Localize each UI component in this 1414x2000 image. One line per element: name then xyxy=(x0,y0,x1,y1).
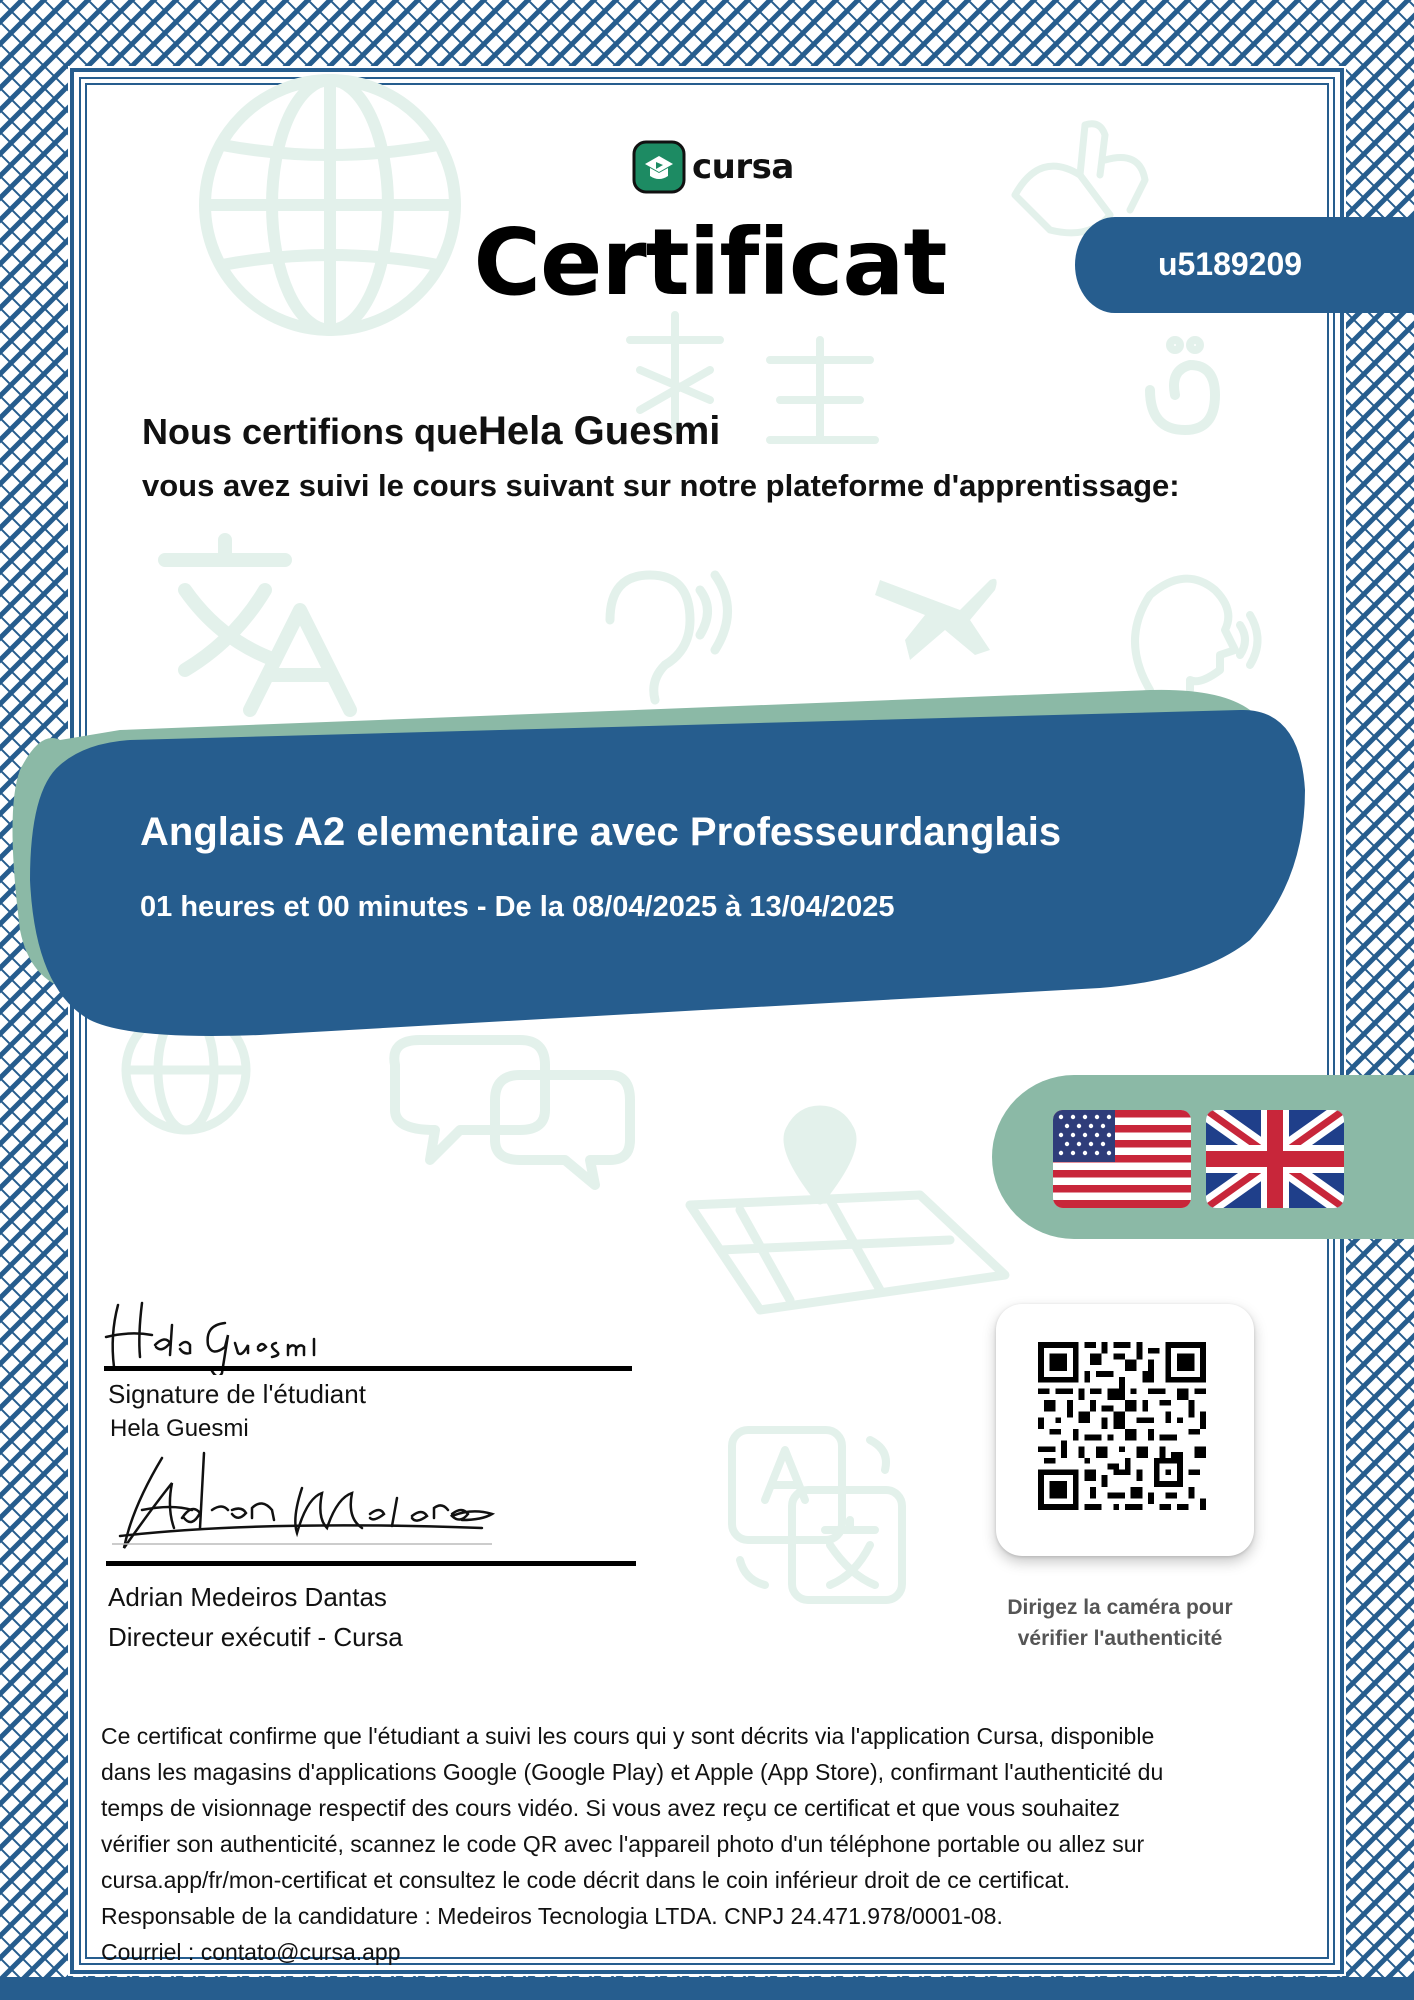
qr-caption-line2: vérifier l'authenticité xyxy=(1017,1627,1223,1650)
director-signature-line xyxy=(106,1561,636,1566)
airplane-icon xyxy=(875,579,997,660)
qr-caption-line1: Dirigez la caméra pour xyxy=(1007,1596,1233,1619)
qr-code-icon xyxy=(1038,1342,1206,1510)
footer-line: cursa.app/fr/mon-certificat et consultez le code décrit dans le coin inférieur droit de ce certificat. xyxy=(101,1867,1071,1893)
course-title: Anglais A2 elementaire avec Professeurdanglais xyxy=(140,810,1062,854)
director-name: Adrian Medeiros Dantas xyxy=(108,1582,387,1612)
graduation-cap-play-icon xyxy=(632,140,686,194)
uk-flag-icon xyxy=(1206,1110,1344,1208)
footer-line: Responsable de la candidature : Medeiros Tecnologia LTDA. CNPJ 24.471.978/0001-08. xyxy=(101,1903,1003,1929)
student-handwritten-signature xyxy=(100,1295,340,1375)
student-signature-name: Hela Guesmi xyxy=(110,1415,249,1442)
director-role: Directeur exécutif - Cursa xyxy=(108,1622,403,1652)
certificate-title: Certificat xyxy=(473,209,947,316)
cursa-logo xyxy=(632,139,794,195)
course-duration-dates: 01 heures et 00 minutes - De la 08/04/2025 à 13/04/2025 xyxy=(140,891,895,923)
certification-intro: Nous certifions que xyxy=(142,411,479,452)
course-band xyxy=(0,680,1414,1060)
student-signature-label: Signature de l'étudiant xyxy=(108,1379,366,1409)
qr-caption xyxy=(980,1592,1260,1654)
footer-line: dans les magasins d'applications Google (Google Play) et Apple (App Store), confirmant l'authenticité du xyxy=(101,1759,1164,1785)
footer-line: vérifier son authenticité, scannez le code QR avec l'appareil photo d'un téléphone portable ou allez sur xyxy=(101,1831,1145,1857)
certification-statement-line2: vous avez suivi le cours suivant sur notre plateforme d'apprentissage: xyxy=(142,468,1180,503)
student-signature-line xyxy=(104,1366,632,1371)
chat-bubbles-icon xyxy=(394,1040,630,1185)
footer-line: Courriel : contato@cursa.app xyxy=(101,1939,401,1965)
language-cards-icon xyxy=(732,1430,902,1600)
qr-card xyxy=(996,1304,1254,1556)
map-location-icon xyxy=(690,1110,1005,1310)
footer-line: temps de visionnage respectif des cours vidéo. Si vous avez reçu ce certificat et que vous souhaitez xyxy=(101,1795,1120,1821)
student-name: Hela Guesmi xyxy=(478,409,721,453)
certificate-code: u5189209 xyxy=(1157,246,1303,282)
arabic-letter-icon xyxy=(1150,341,1215,430)
certification-statement xyxy=(142,408,720,455)
globe-icon xyxy=(205,80,455,330)
brand-name: cursa xyxy=(692,147,794,187)
footer-line: Ce certificat confirme que l'étudiant a suivi les cours qui y sont décrits via l'application Cursa, disponible xyxy=(101,1723,1155,1749)
speaking-head-icon xyxy=(1135,579,1258,690)
us-flag-icon xyxy=(1053,1110,1191,1208)
bottom-bar xyxy=(0,1977,1414,2000)
director-handwritten-signature xyxy=(112,1448,502,1558)
certificate-footer-text xyxy=(101,1718,1316,1970)
